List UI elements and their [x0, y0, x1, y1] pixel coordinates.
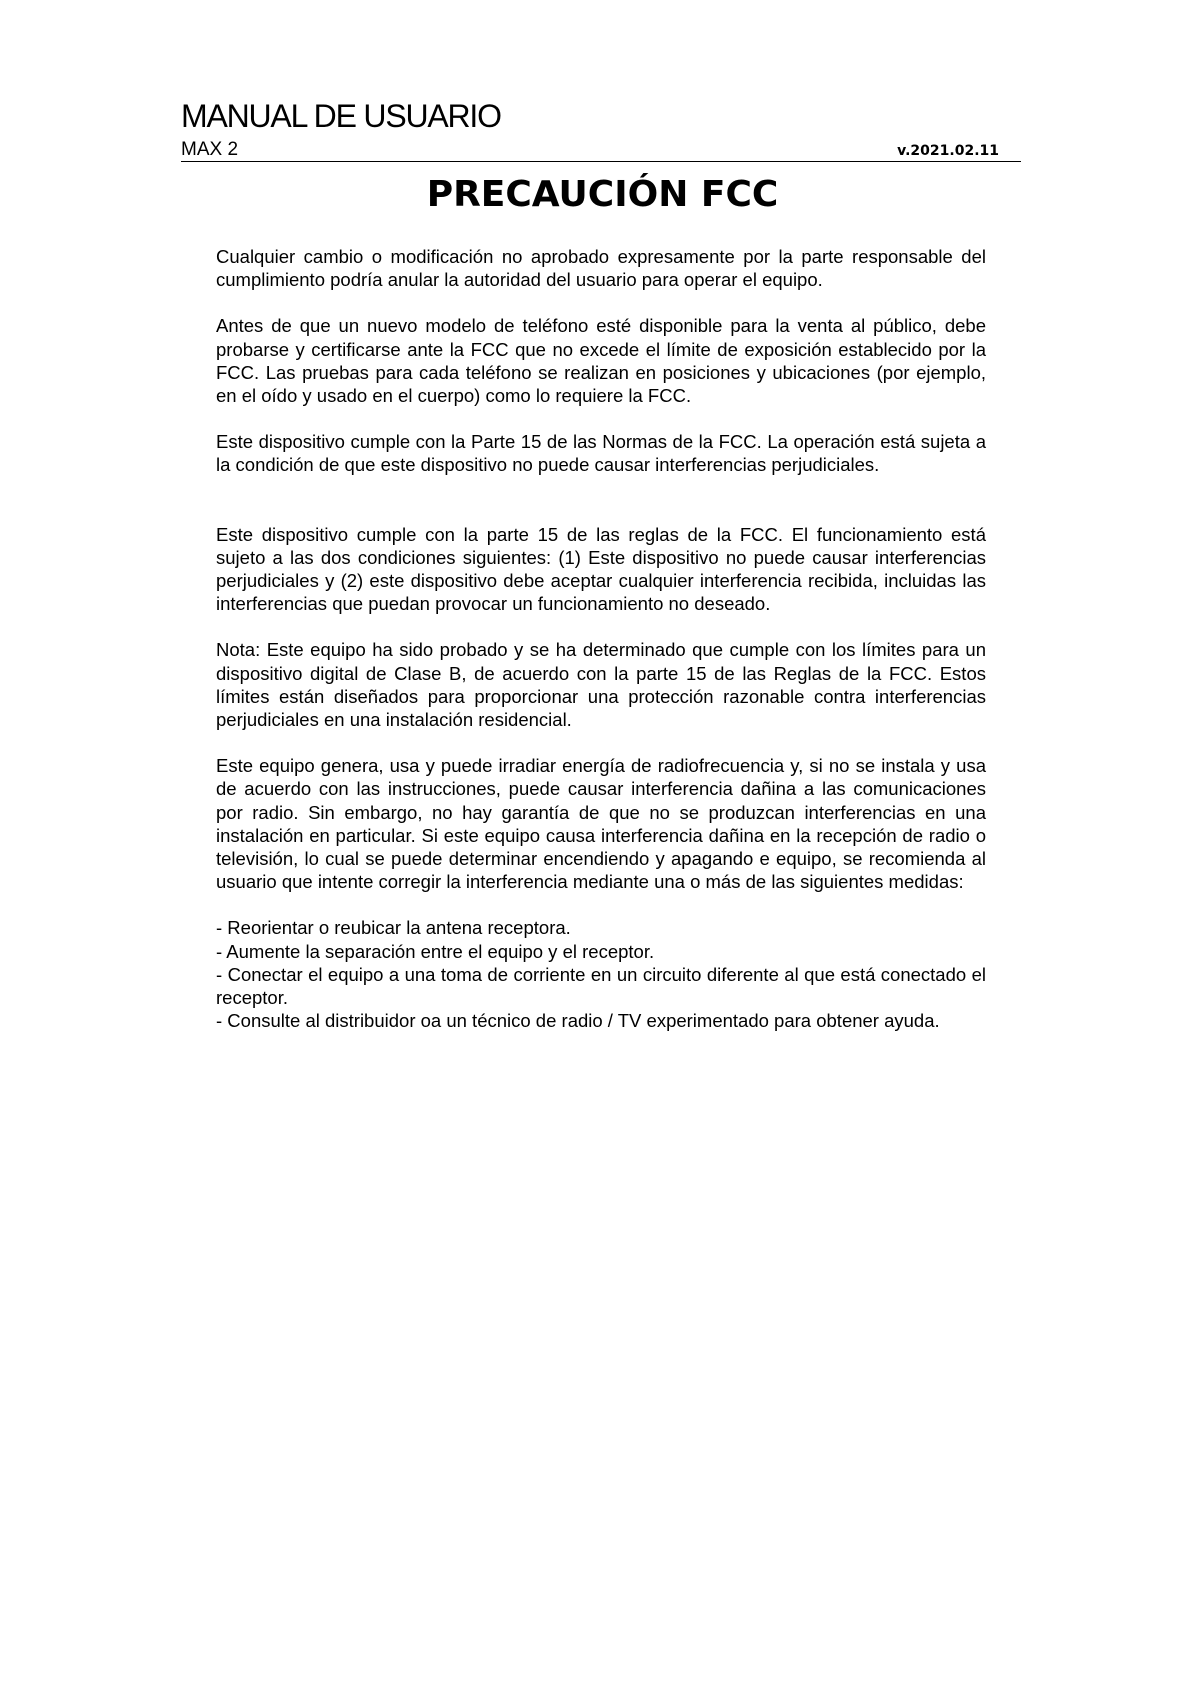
- document-title: MANUAL DE USUARIO: [181, 98, 501, 134]
- section-title: PRECAUCIÓN FCC: [426, 174, 779, 215]
- list-item: - Consulte al distribuidor oa un técnico de radio / TV experimentado para obtener ayuda.: [216, 1010, 940, 1032]
- list-item: - Aumente la separación entre el equipo y el receptor.: [216, 940, 655, 962]
- header-divider: [181, 161, 1021, 162]
- list-item: - Reorientar o reubicar la antena receptora.: [216, 917, 571, 939]
- model-name: MAX 2: [181, 139, 239, 160]
- paragraph-part15-operation: Este dispositivo cumple con la Parte 15 de las Normas de la FCC. La operación está sujeta a la condición de que este dispositivo no puede causar interferencias perjudiciales.: [216, 431, 986, 476]
- paragraph-radio-interference: Este equipo genera, usa y puede irradiar energía de radiofrecuencia y, si no se instala y usa de acuerdo con las instrucciones, puede causar interferencia dañina a las comunicaciones por radio. Sin embargo, no hay garantía de que no se produzcan interferencias en una instalación en particular. Si este equipo causa interferencia dañina en la recepción de radio o televisión, lo cual se puede determinar encendiendo y apagando e equipo, se recomienda al usuario que intente corregir la interferencia mediante una o más de las siguientes medidas:: [216, 755, 986, 893]
- paragraph-class-b-note: Nota: Este equipo ha sido probado y se ha determinado que cumple con los límites para un dispositivo digital de Clase B, de acuerdo con la parte 15 de las Reglas de la FCC. Estos límites están diseñados para proporcionar una protección razonable contra interferencias perjudiciales en una instalación residencial.: [216, 639, 986, 731]
- measures-list: [216, 916, 986, 1032]
- paragraph-part15-conditions: Este dispositivo cumple con la parte 15 de las reglas de la FCC. El funcionamiento está sujeto a las dos condiciones siguientes: (1) Este dispositivo no puede causar interferencias perjudiciales y (2) este dispositivo debe aceptar cualquier interferencia recibida, incluidas las interferencias que puedan provocar un funcionamiento no deseado.: [216, 523, 986, 615]
- version-label: v.2021.02.11: [897, 143, 999, 159]
- list-item: - Conectar el equipo a una toma de corriente en un circuito diferente al que está conectado el receptor.: [216, 963, 986, 1009]
- paragraph-modifications: Cualquier cambio o modificación no aprobado expresamente por la parte responsable del cumplimiento podría anular la autoridad del usuario para operar el equipo.: [216, 246, 986, 291]
- paragraph-certification: Antes de que un nuevo modelo de teléfono esté disponible para la venta al público, debe probarse y certificarse ante la FCC que no excede el límite de exposición establecido por la FCC. Las pruebas para cada teléfono se realizan en posiciones y ubicaciones (por ejemplo, en el oído y usado en el cuerpo) como lo requiere la FCC.: [216, 315, 986, 407]
- body-text: [216, 245, 986, 1032]
